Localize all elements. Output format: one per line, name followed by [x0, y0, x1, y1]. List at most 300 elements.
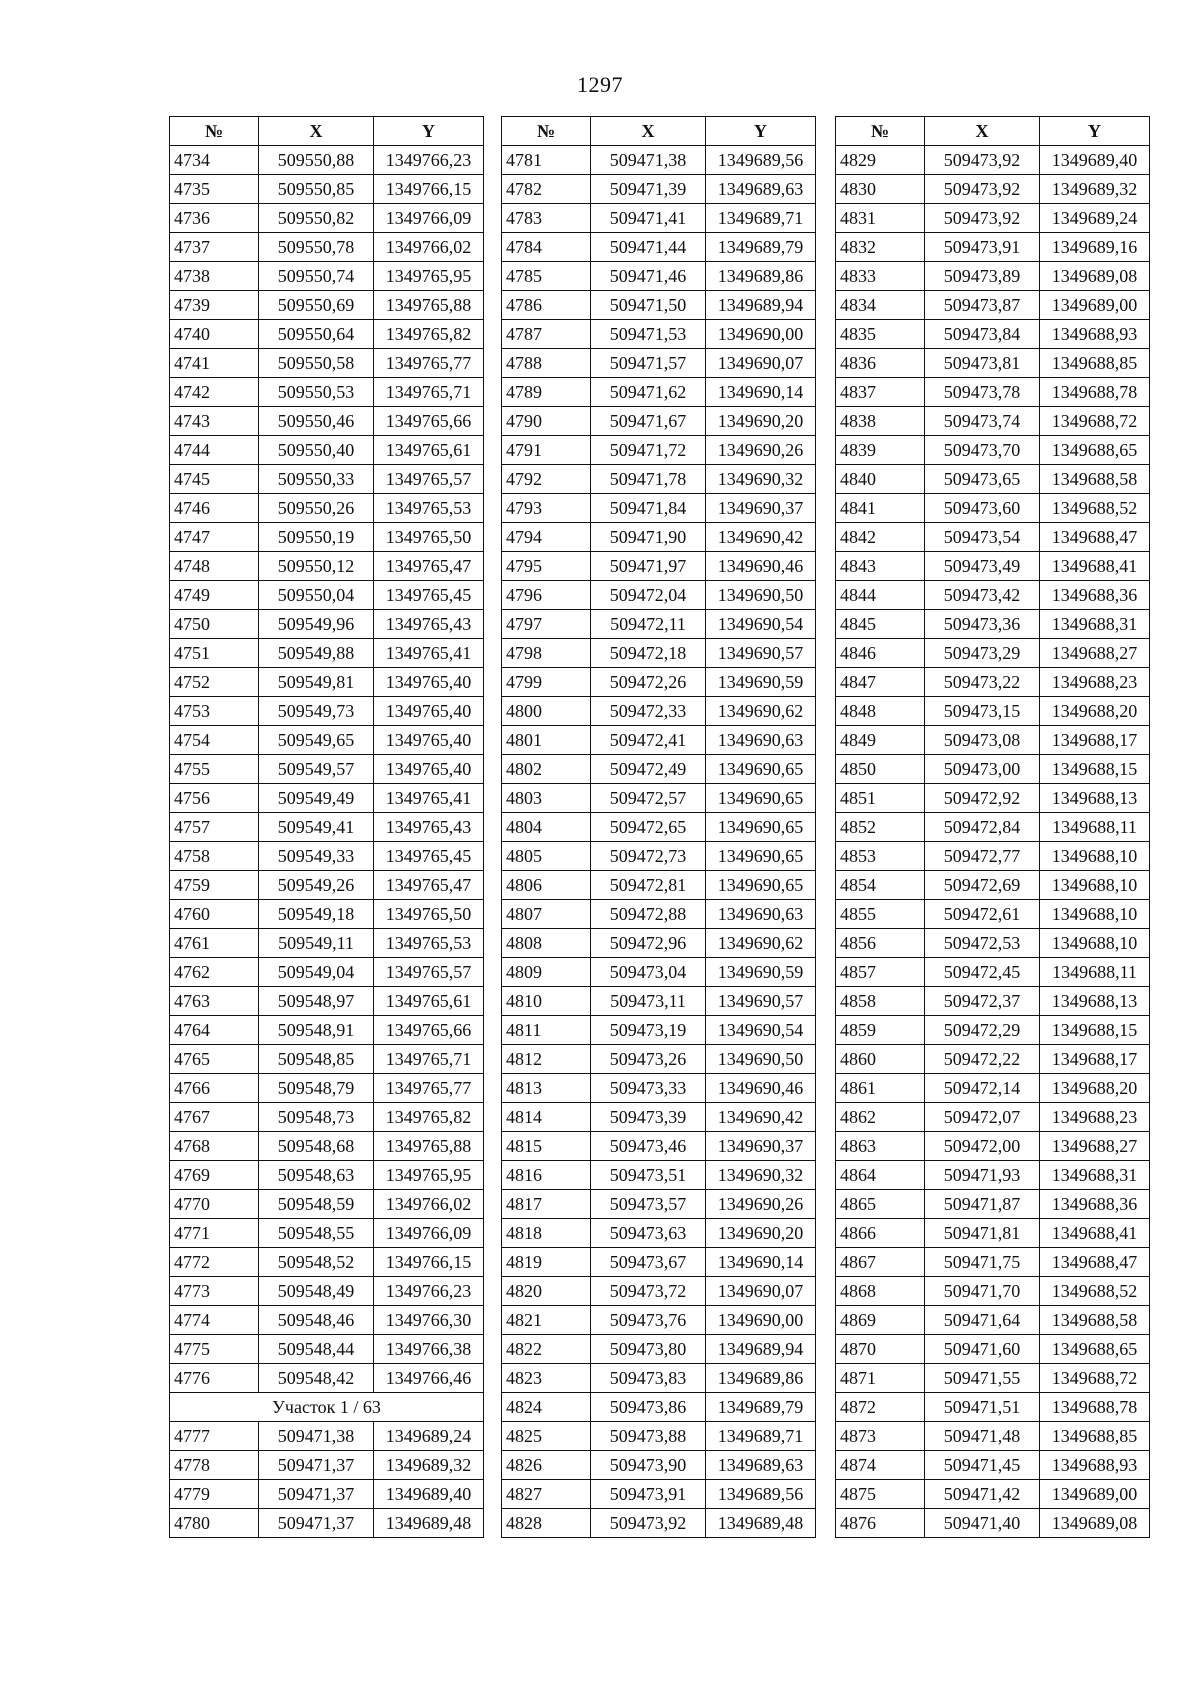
- point-number-cell: 4799: [502, 668, 591, 697]
- y-coordinate-cell: 1349688,20: [1040, 697, 1150, 726]
- y-coordinate-cell: 1349690,14: [706, 1248, 816, 1277]
- point-number-cell: 4774: [170, 1306, 259, 1335]
- point-number-cell: 4864: [836, 1161, 925, 1190]
- y-coordinate-cell: 1349688,72: [1040, 407, 1150, 436]
- table-row: [836, 1103, 1150, 1132]
- y-coordinate-cell: 1349766,15: [374, 1248, 484, 1277]
- point-number-cell: 4853: [836, 842, 925, 871]
- table-row: [170, 958, 484, 987]
- y-coordinate-cell: 1349766,23: [374, 1277, 484, 1306]
- y-coordinate-cell: 1349690,57: [706, 987, 816, 1016]
- point-number-cell: 4813: [502, 1074, 591, 1103]
- table-row: [170, 494, 484, 523]
- y-coordinate-cell: 1349688,58: [1040, 465, 1150, 494]
- x-coordinate-cell: 509548,52: [259, 1248, 374, 1277]
- x-coordinate-cell: 509473,91: [591, 1480, 706, 1509]
- y-coordinate-cell: 1349688,10: [1040, 842, 1150, 871]
- point-number-cell: 4838: [836, 407, 925, 436]
- y-coordinate-cell: 1349688,36: [1040, 1190, 1150, 1219]
- x-coordinate-cell: 509473,11: [591, 987, 706, 1016]
- table-row: [836, 668, 1150, 697]
- point-number-cell: 4751: [170, 639, 259, 668]
- x-coordinate-cell: 509472,49: [591, 755, 706, 784]
- x-coordinate-cell: 509472,53: [925, 929, 1040, 958]
- table-row: [836, 320, 1150, 349]
- x-coordinate-cell: 509549,18: [259, 900, 374, 929]
- x-coordinate-cell: 509550,04: [259, 581, 374, 610]
- point-number-cell: 4734: [170, 146, 259, 175]
- point-number-cell: 4745: [170, 465, 259, 494]
- point-number-cell: 4849: [836, 726, 925, 755]
- point-number-cell: 4791: [502, 436, 591, 465]
- x-coordinate-cell: 509472,92: [925, 784, 1040, 813]
- table-row: [836, 349, 1150, 378]
- y-coordinate-cell: 1349689,63: [706, 1451, 816, 1480]
- table-header-row: [170, 117, 484, 146]
- y-coordinate-cell: 1349690,20: [706, 407, 816, 436]
- x-coordinate-cell: 509473,86: [591, 1393, 706, 1422]
- x-coordinate-cell: 509471,39: [591, 175, 706, 204]
- table-row: [836, 407, 1150, 436]
- y-coordinate-cell: 1349766,46: [374, 1364, 484, 1393]
- y-coordinate-cell: 1349688,93: [1040, 320, 1150, 349]
- table-row: [502, 1306, 816, 1335]
- y-coordinate-cell: 1349765,57: [374, 465, 484, 494]
- point-number-cell: 4867: [836, 1248, 925, 1277]
- y-coordinate-cell: 1349765,95: [374, 1161, 484, 1190]
- y-coordinate-cell: 1349690,32: [706, 465, 816, 494]
- point-number-cell: 4766: [170, 1074, 259, 1103]
- x-coordinate-cell: 509473,87: [925, 291, 1040, 320]
- y-coordinate-cell: 1349688,78: [1040, 1393, 1150, 1422]
- x-coordinate-cell: 509472,84: [925, 813, 1040, 842]
- table-row: [170, 1132, 484, 1161]
- x-coordinate-cell: 509473,42: [925, 581, 1040, 610]
- y-coordinate-cell: 1349690,65: [706, 842, 816, 871]
- point-number-cell: 4736: [170, 204, 259, 233]
- point-number-cell: 4818: [502, 1219, 591, 1248]
- point-number-cell: 4870: [836, 1335, 925, 1364]
- y-coordinate-cell: 1349689,08: [1040, 1509, 1150, 1538]
- y-coordinate-cell: 1349689,16: [1040, 233, 1150, 262]
- point-number-cell: 4856: [836, 929, 925, 958]
- table-row: [836, 262, 1150, 291]
- y-coordinate-cell: 1349688,41: [1040, 1219, 1150, 1248]
- point-number-cell: 4757: [170, 813, 259, 842]
- x-coordinate-cell: 509472,61: [925, 900, 1040, 929]
- table-row: [502, 262, 816, 291]
- x-coordinate-cell: 509550,64: [259, 320, 374, 349]
- point-number-cell: 4828: [502, 1509, 591, 1538]
- x-coordinate-cell: 509471,70: [925, 1277, 1040, 1306]
- x-coordinate-cell: 509550,88: [259, 146, 374, 175]
- x-coordinate-cell: 509473,29: [925, 639, 1040, 668]
- x-coordinate-cell: 509549,11: [259, 929, 374, 958]
- y-coordinate-cell: 1349689,24: [1040, 204, 1150, 233]
- point-number-cell: 4793: [502, 494, 591, 523]
- table-row: [836, 1393, 1150, 1422]
- point-number-cell: 4770: [170, 1190, 259, 1219]
- y-coordinate-cell: 1349689,86: [706, 1364, 816, 1393]
- point-number-cell: 4758: [170, 842, 259, 871]
- point-number-cell: 4739: [170, 291, 259, 320]
- y-coordinate-cell: 1349689,40: [374, 1480, 484, 1509]
- point-number-cell: 4843: [836, 552, 925, 581]
- x-coordinate-cell: 509473,26: [591, 1045, 706, 1074]
- table-row: [502, 436, 816, 465]
- column-header-y: Y: [374, 117, 484, 146]
- y-coordinate-cell: 1349688,36: [1040, 581, 1150, 610]
- table-row: [502, 320, 816, 349]
- y-coordinate-cell: 1349765,40: [374, 726, 484, 755]
- y-coordinate-cell: 1349689,48: [706, 1509, 816, 1538]
- point-number-cell: 4741: [170, 349, 259, 378]
- x-coordinate-cell: 509473,63: [591, 1219, 706, 1248]
- point-number-cell: 4826: [502, 1451, 591, 1480]
- x-coordinate-cell: 509473,92: [925, 204, 1040, 233]
- table-row: [836, 1306, 1150, 1335]
- point-number-cell: 4797: [502, 610, 591, 639]
- table-row: [502, 929, 816, 958]
- point-number-cell: 4861: [836, 1074, 925, 1103]
- table-row: [170, 146, 484, 175]
- y-coordinate-cell: 1349688,17: [1040, 1045, 1150, 1074]
- x-coordinate-cell: 509473,67: [591, 1248, 706, 1277]
- coordinates-table-2: [501, 116, 816, 1538]
- point-number-cell: 4823: [502, 1364, 591, 1393]
- table-row: [836, 697, 1150, 726]
- point-number-cell: 4802: [502, 755, 591, 784]
- y-coordinate-cell: 1349688,11: [1040, 958, 1150, 987]
- x-coordinate-cell: 509471,53: [591, 320, 706, 349]
- point-number-cell: 4803: [502, 784, 591, 813]
- table-row: [170, 523, 484, 552]
- x-coordinate-cell: 509473,22: [925, 668, 1040, 697]
- y-coordinate-cell: 1349765,41: [374, 784, 484, 813]
- x-coordinate-cell: 509473,83: [591, 1364, 706, 1393]
- column-header-number: №: [836, 117, 925, 146]
- y-coordinate-cell: 1349688,78: [1040, 378, 1150, 407]
- y-coordinate-cell: 1349765,77: [374, 1074, 484, 1103]
- table-row: [170, 784, 484, 813]
- x-coordinate-cell: 509472,65: [591, 813, 706, 842]
- x-coordinate-cell: 509471,78: [591, 465, 706, 494]
- x-coordinate-cell: 509471,67: [591, 407, 706, 436]
- x-coordinate-cell: 509473,46: [591, 1132, 706, 1161]
- table-row: [836, 987, 1150, 1016]
- x-coordinate-cell: 509473,00: [925, 755, 1040, 784]
- point-number-cell: 4863: [836, 1132, 925, 1161]
- point-number-cell: 4808: [502, 929, 591, 958]
- point-number-cell: 4835: [836, 320, 925, 349]
- y-coordinate-cell: 1349765,88: [374, 291, 484, 320]
- y-coordinate-cell: 1349765,40: [374, 668, 484, 697]
- point-number-cell: 4865: [836, 1190, 925, 1219]
- table-row: [836, 1190, 1150, 1219]
- x-coordinate-cell: 509471,38: [259, 1422, 374, 1451]
- table-row: [502, 697, 816, 726]
- point-number-cell: 4822: [502, 1335, 591, 1364]
- y-coordinate-cell: 1349688,47: [1040, 523, 1150, 552]
- table-row: [170, 465, 484, 494]
- y-coordinate-cell: 1349690,59: [706, 668, 816, 697]
- y-coordinate-cell: 1349688,10: [1040, 871, 1150, 900]
- table-row: [502, 900, 816, 929]
- point-number-cell: 4748: [170, 552, 259, 581]
- table-row: [502, 871, 816, 900]
- y-coordinate-cell: 1349689,71: [706, 204, 816, 233]
- y-coordinate-cell: 1349765,40: [374, 755, 484, 784]
- page-number: 1297: [577, 72, 623, 97]
- x-coordinate-cell: 509472,96: [591, 929, 706, 958]
- y-coordinate-cell: 1349688,65: [1040, 436, 1150, 465]
- table-row: [502, 494, 816, 523]
- x-coordinate-cell: 509548,59: [259, 1190, 374, 1219]
- table-row: [836, 842, 1150, 871]
- y-coordinate-cell: 1349690,63: [706, 900, 816, 929]
- coordinates-table-3: [835, 116, 1150, 1538]
- x-coordinate-cell: 509471,44: [591, 233, 706, 262]
- x-coordinate-cell: 509550,19: [259, 523, 374, 552]
- table-row: [502, 1074, 816, 1103]
- point-number-cell: 4834: [836, 291, 925, 320]
- point-number-cell: 4756: [170, 784, 259, 813]
- x-coordinate-cell: 509550,12: [259, 552, 374, 581]
- y-coordinate-cell: 1349766,02: [374, 233, 484, 262]
- x-coordinate-cell: 509473,81: [925, 349, 1040, 378]
- y-coordinate-cell: 1349689,94: [706, 291, 816, 320]
- y-coordinate-cell: 1349688,52: [1040, 494, 1150, 523]
- point-number-cell: 4874: [836, 1451, 925, 1480]
- y-coordinate-cell: 1349765,88: [374, 1132, 484, 1161]
- x-coordinate-cell: 509548,55: [259, 1219, 374, 1248]
- point-number-cell: 4833: [836, 262, 925, 291]
- table-row: [836, 1451, 1150, 1480]
- y-coordinate-cell: 1349765,95: [374, 262, 484, 291]
- y-coordinate-cell: 1349765,47: [374, 552, 484, 581]
- table-row: [502, 1364, 816, 1393]
- y-coordinate-cell: 1349690,00: [706, 1306, 816, 1335]
- table-row: [170, 726, 484, 755]
- x-coordinate-cell: 509471,93: [925, 1161, 1040, 1190]
- point-number-cell: 4871: [836, 1364, 925, 1393]
- table-row: [170, 552, 484, 581]
- point-number-cell: 4777: [170, 1422, 259, 1451]
- point-number-cell: 4781: [502, 146, 591, 175]
- table-row: [836, 465, 1150, 494]
- y-coordinate-cell: 1349688,72: [1040, 1364, 1150, 1393]
- x-coordinate-cell: 509473,74: [925, 407, 1040, 436]
- table-row: [170, 1451, 484, 1480]
- point-number-cell: 4743: [170, 407, 259, 436]
- y-coordinate-cell: 1349688,13: [1040, 987, 1150, 1016]
- x-coordinate-cell: 509471,62: [591, 378, 706, 407]
- table-row: [836, 378, 1150, 407]
- x-coordinate-cell: 509473,49: [925, 552, 1040, 581]
- x-coordinate-cell: 509471,97: [591, 552, 706, 581]
- x-coordinate-cell: 509472,57: [591, 784, 706, 813]
- x-coordinate-cell: 509549,57: [259, 755, 374, 784]
- table-row: [170, 900, 484, 929]
- y-coordinate-cell: 1349690,65: [706, 871, 816, 900]
- table-row: [170, 1306, 484, 1335]
- y-coordinate-cell: 1349689,08: [1040, 262, 1150, 291]
- point-number-cell: 4763: [170, 987, 259, 1016]
- x-coordinate-cell: 509472,29: [925, 1016, 1040, 1045]
- y-coordinate-cell: 1349689,56: [706, 146, 816, 175]
- y-coordinate-cell: 1349690,62: [706, 697, 816, 726]
- x-coordinate-cell: 509471,37: [259, 1480, 374, 1509]
- table-row: [170, 581, 484, 610]
- table-row: [502, 1132, 816, 1161]
- table-row: [170, 1016, 484, 1045]
- point-number-cell: 4869: [836, 1306, 925, 1335]
- y-coordinate-cell: 1349688,23: [1040, 668, 1150, 697]
- point-number-cell: 4768: [170, 1132, 259, 1161]
- x-coordinate-cell: 509550,33: [259, 465, 374, 494]
- y-coordinate-cell: 1349690,00: [706, 320, 816, 349]
- y-coordinate-cell: 1349690,20: [706, 1219, 816, 1248]
- table-row: [502, 1016, 816, 1045]
- point-number-cell: 4795: [502, 552, 591, 581]
- y-coordinate-cell: 1349689,94: [706, 1335, 816, 1364]
- table-row: [170, 204, 484, 233]
- table-row: [836, 958, 1150, 987]
- table-row: [836, 1045, 1150, 1074]
- x-coordinate-cell: 509471,37: [259, 1451, 374, 1480]
- x-coordinate-cell: 509548,68: [259, 1132, 374, 1161]
- y-coordinate-cell: 1349690,37: [706, 1132, 816, 1161]
- x-coordinate-cell: 509471,84: [591, 494, 706, 523]
- point-number-cell: 4796: [502, 581, 591, 610]
- point-number-cell: 4807: [502, 900, 591, 929]
- x-coordinate-cell: 509548,46: [259, 1306, 374, 1335]
- point-number-cell: 4845: [836, 610, 925, 639]
- table-row: [170, 1422, 484, 1451]
- x-coordinate-cell: 509471,90: [591, 523, 706, 552]
- x-coordinate-cell: 509548,42: [259, 1364, 374, 1393]
- x-coordinate-cell: 509473,89: [925, 262, 1040, 291]
- y-coordinate-cell: 1349690,62: [706, 929, 816, 958]
- table-row: [502, 175, 816, 204]
- x-coordinate-cell: 509472,81: [591, 871, 706, 900]
- point-number-cell: 4831: [836, 204, 925, 233]
- x-coordinate-cell: 509472,07: [925, 1103, 1040, 1132]
- point-number-cell: 4806: [502, 871, 591, 900]
- point-number-cell: 4740: [170, 320, 259, 349]
- column-header-number: №: [170, 117, 259, 146]
- x-coordinate-cell: 509550,74: [259, 262, 374, 291]
- x-coordinate-cell: 509473,57: [591, 1190, 706, 1219]
- point-number-cell: 4840: [836, 465, 925, 494]
- x-coordinate-cell: 509472,18: [591, 639, 706, 668]
- x-coordinate-cell: 509471,75: [925, 1248, 1040, 1277]
- y-coordinate-cell: 1349690,26: [706, 436, 816, 465]
- y-coordinate-cell: 1349688,15: [1040, 755, 1150, 784]
- x-coordinate-cell: 509472,41: [591, 726, 706, 755]
- y-coordinate-cell: 1349766,09: [374, 1219, 484, 1248]
- y-coordinate-cell: 1349689,40: [1040, 146, 1150, 175]
- x-coordinate-cell: 509548,85: [259, 1045, 374, 1074]
- y-coordinate-cell: 1349765,82: [374, 1103, 484, 1132]
- y-coordinate-cell: 1349690,07: [706, 1277, 816, 1306]
- point-number-cell: 4805: [502, 842, 591, 871]
- table-row: [502, 523, 816, 552]
- x-coordinate-cell: 509472,00: [925, 1132, 1040, 1161]
- x-coordinate-cell: 509471,45: [925, 1451, 1040, 1480]
- x-coordinate-cell: 509473,84: [925, 320, 1040, 349]
- point-number-cell: 4755: [170, 755, 259, 784]
- point-number-cell: 4850: [836, 755, 925, 784]
- x-coordinate-cell: 509472,73: [591, 842, 706, 871]
- y-coordinate-cell: 1349766,38: [374, 1335, 484, 1364]
- table-row: [502, 1335, 816, 1364]
- coordinates-table-1: [169, 116, 484, 1538]
- y-coordinate-cell: 1349688,15: [1040, 1016, 1150, 1045]
- table-row: [836, 900, 1150, 929]
- point-number-cell: 4816: [502, 1161, 591, 1190]
- x-coordinate-cell: 509473,91: [925, 233, 1040, 262]
- y-coordinate-cell: 1349688,27: [1040, 1132, 1150, 1161]
- point-number-cell: 4820: [502, 1277, 591, 1306]
- x-coordinate-cell: 509472,11: [591, 610, 706, 639]
- table-row: [836, 1335, 1150, 1364]
- point-number-cell: 4827: [502, 1480, 591, 1509]
- x-coordinate-cell: 509549,04: [259, 958, 374, 987]
- section-row: [170, 1393, 484, 1422]
- table-row: [836, 175, 1150, 204]
- x-coordinate-cell: 509548,91: [259, 1016, 374, 1045]
- y-coordinate-cell: 1349690,63: [706, 726, 816, 755]
- x-coordinate-cell: 509471,37: [259, 1509, 374, 1538]
- x-coordinate-cell: 509471,55: [925, 1364, 1040, 1393]
- point-number-cell: 4824: [502, 1393, 591, 1422]
- x-coordinate-cell: 509472,22: [925, 1045, 1040, 1074]
- table-row: [836, 726, 1150, 755]
- table-row: [836, 204, 1150, 233]
- x-coordinate-cell: 509471,38: [591, 146, 706, 175]
- x-coordinate-cell: 509471,42: [925, 1480, 1040, 1509]
- x-coordinate-cell: 509473,78: [925, 378, 1040, 407]
- x-coordinate-cell: 509472,33: [591, 697, 706, 726]
- table-row: [502, 204, 816, 233]
- table-row: [502, 1451, 816, 1480]
- table-row: [836, 784, 1150, 813]
- x-coordinate-cell: 509550,78: [259, 233, 374, 262]
- x-coordinate-cell: 509549,49: [259, 784, 374, 813]
- table-row: [836, 1074, 1150, 1103]
- table-row: [170, 1364, 484, 1393]
- point-number-cell: 4855: [836, 900, 925, 929]
- y-coordinate-cell: 1349688,52: [1040, 1277, 1150, 1306]
- point-number-cell: 4771: [170, 1219, 259, 1248]
- point-number-cell: 4859: [836, 1016, 925, 1045]
- x-coordinate-cell: 509472,69: [925, 871, 1040, 900]
- x-coordinate-cell: 509473,65: [925, 465, 1040, 494]
- point-number-cell: 4785: [502, 262, 591, 291]
- table-row: [170, 610, 484, 639]
- point-number-cell: 4860: [836, 1045, 925, 1074]
- x-coordinate-cell: 509548,73: [259, 1103, 374, 1132]
- x-coordinate-cell: 509471,81: [925, 1219, 1040, 1248]
- table-row: [836, 1016, 1150, 1045]
- point-number-cell: 4841: [836, 494, 925, 523]
- table-row: [836, 755, 1150, 784]
- x-coordinate-cell: 509548,79: [259, 1074, 374, 1103]
- point-number-cell: 4839: [836, 436, 925, 465]
- x-coordinate-cell: 509472,88: [591, 900, 706, 929]
- x-coordinate-cell: 509550,58: [259, 349, 374, 378]
